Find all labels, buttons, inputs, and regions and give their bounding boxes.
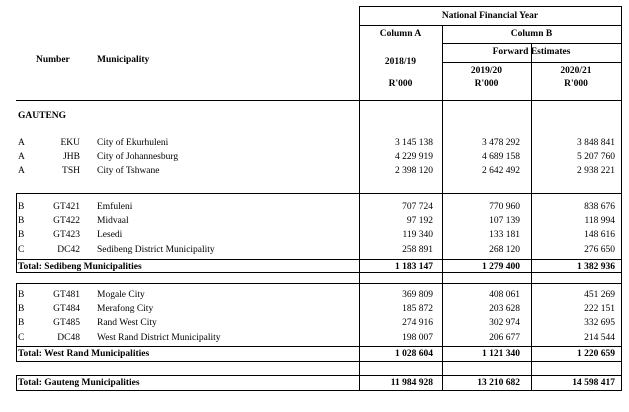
row-code: GT421 [53,202,80,212]
total-gauteng-v1: 11 984 928 [390,378,433,388]
header-number: Number [36,55,70,65]
row-value-2018-19: 2 398 120 [395,166,433,176]
row-category: C [18,245,25,255]
row-category: A [18,152,25,162]
row-value-2020-21: 451 269 [584,290,615,300]
row-value-2018-19: 3 145 138 [395,138,433,148]
row-value-2019-20: 3 478 292 [482,138,520,148]
row-value-2020-21: 5 207 760 [577,152,615,162]
row-value-2018-19: 185 872 [402,304,433,314]
row-code: DC48 [57,333,80,343]
row-code: GT422 [53,216,80,226]
header-unit-b2: R'000 [564,79,588,89]
header-municipality: Municipality [97,55,150,65]
rule-table-right [621,6,622,391]
row-code: EKU [60,138,80,148]
row-municipality: Midvaal [97,216,129,226]
row-value-2018-19: 258 891 [402,245,433,255]
province-label: GAUTENG [18,111,67,121]
rule-under-financial-year [359,25,621,26]
row-code: JHB [63,152,80,162]
total-westrand-v2: 1 121 340 [482,349,520,359]
row-municipality: Merafong City [97,304,154,314]
row-municipality: Sedibeng District Municipality [97,245,215,255]
row-value-2019-20: 107 139 [489,216,520,226]
row-value-2018-19: 707 724 [402,202,433,212]
row-category: C [18,333,25,343]
row-category: B [18,202,25,212]
header-column-b: Column B [510,29,553,39]
rule-header-top [359,6,621,7]
total-westrand-v1: 1 028 604 [395,349,433,359]
row-value-2020-21: 3 848 841 [577,138,615,148]
row-value-2019-20: 268 120 [489,245,520,255]
row-value-2019-20: 203 628 [489,304,520,314]
row-code: TSH [62,166,80,176]
row-value-2019-20: 408 061 [489,290,520,300]
row-value-2019-20: 4 689 158 [482,152,520,162]
row-category: A [18,166,25,176]
header-column-a: Column A [379,29,422,39]
total-sedibeng-v2: 1 279 400 [482,262,520,272]
row-category: B [18,216,25,226]
header-forward-estimates: Forward Estimates [492,47,571,57]
total-gauteng-v3: 14 598 417 [572,378,615,388]
row-value-2020-21: 332 695 [584,318,615,328]
row-code: GT485 [53,318,80,328]
row-value-2019-20: 206 677 [489,333,520,343]
row-value-2018-19: 369 809 [402,290,433,300]
header-year-2019-20: 2019/20 [470,66,503,76]
row-value-2018-19: 97 192 [406,216,433,226]
row-category: B [18,290,25,300]
row-value-2019-20: 302 974 [489,318,520,328]
row-municipality: Emfuleni [97,202,133,212]
row-code: GT481 [53,290,80,300]
row-value-2020-21: 118 994 [584,216,615,226]
total-westrand-v3: 1 220 659 [577,349,615,359]
row-value-2019-20: 133 181 [489,230,520,240]
total-westrand-label: Total: West Rand Municipalities [18,349,150,359]
row-municipality: Mogale City [97,290,145,300]
row-value-2018-19: 198 007 [402,333,433,343]
header-national-financial-year: National Financial Year [441,11,539,21]
row-value-2019-20: 2 642 492 [482,166,520,176]
row-municipality: City of Ekurhuleni [97,138,169,148]
row-value-2020-21: 838 676 [584,202,615,212]
rule-left-gauteng [16,375,17,391]
header-year-2018-19: 2018/19 [384,57,417,67]
header-unit-a: R'000 [388,79,413,89]
row-value-2020-21: 214 544 [584,333,615,343]
row-value-2018-19: 274 916 [402,318,433,328]
rule-left-westrand [16,283,17,362]
row-code: DC42 [57,245,80,255]
row-value-2020-21: 148 616 [584,230,615,240]
row-category: B [18,230,25,240]
row-category: A [18,138,25,148]
row-value-2018-19: 4 229 919 [395,152,433,162]
total-gauteng-label: Total: Gauteng Municipalities [18,378,140,388]
row-value-2018-19: 119 340 [402,230,433,240]
total-sedibeng-label: Total: Sedibeng Municipalities [18,262,142,272]
row-municipality: City of Johannesburg [97,152,179,162]
total-gauteng-v2: 13 210 682 [477,378,520,388]
header-year-2020-21: 2020/21 [560,66,592,76]
row-value-2020-21: 2 938 221 [577,166,615,176]
row-value-2019-20: 770 960 [489,202,520,212]
row-value-2020-21: 222 151 [584,304,615,314]
total-sedibeng-v3: 1 382 936 [577,262,615,272]
row-municipality: City of Tshwane [97,166,160,176]
header-unit-b1: R'000 [474,79,499,89]
rule-left-sedibeng [16,193,17,273]
row-code: GT423 [53,230,80,240]
row-municipality: West Rand District Municipality [97,333,221,343]
row-category: B [18,304,25,314]
row-municipality: Lesedi [97,230,123,240]
total-sedibeng-v1: 1 183 147 [395,262,433,272]
row-municipality: Rand West City [97,318,157,328]
row-value-2020-21: 276 650 [584,245,615,255]
row-category: B [18,318,25,328]
row-code: GT484 [53,304,80,314]
